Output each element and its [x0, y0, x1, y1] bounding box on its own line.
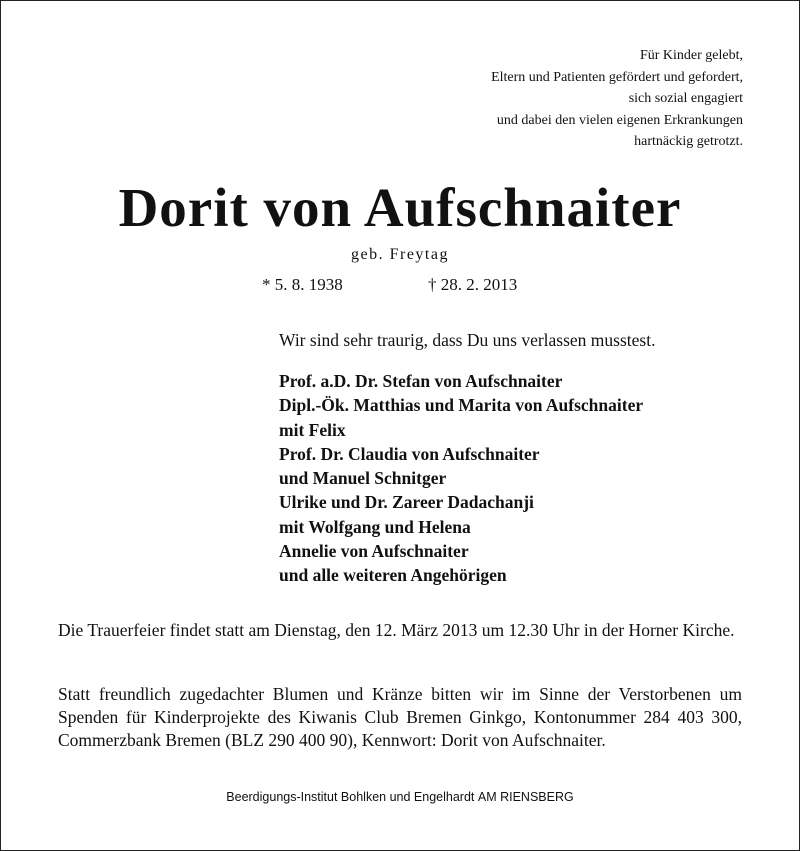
mourner-line: Prof. Dr. Claudia von Aufschnaiter	[279, 443, 540, 464]
epigraph-line: sich sozial engagiert	[628, 91, 743, 106]
epigraph-line: hartnäckig getrotzt.	[634, 134, 743, 149]
deceased-name: Dorit von Aufschnaiter	[118, 177, 682, 238]
mourner-line: mit Felix	[279, 419, 346, 440]
death-date: † 28. 2. 2013	[428, 275, 518, 294]
mourner-line: Ulrike und Dr. Zareer Dadachanji	[279, 492, 534, 513]
born-name: geb. Freytag	[351, 246, 449, 263]
mourners-list	[279, 369, 643, 588]
epigraph	[491, 45, 743, 153]
mourner-line: Dipl.-Ök. Matthias und Marita von Aufschnaiter	[279, 395, 644, 416]
mourner-line: mit Wolfgang und Helena	[279, 516, 471, 537]
funeral-home-location: AM RIENSBERG	[477, 790, 574, 804]
funeral-notice: Die Trauerfeier findet statt am Dienstag, den 12. März 2013 um 12.30 Uhr in der Horner Kirche.	[58, 620, 735, 640]
epigraph-line: und dabei den vielen eigenen Erkrankungen	[496, 112, 743, 128]
donation-notice: Statt freundlich zugedachter Blumen und Kränze bitten wir im Sinne der Verstorbenen um Spenden für Kinderprojekte des Kiwanis Club Bremen Ginkgo, Kontonummer 284 403 300, Commerzbank Bremen (BLZ 290 400 90), Kennwort: Dorit von Aufschnaiter.	[58, 684, 742, 750]
mourner-line: Annelie von Aufschnaiter	[279, 541, 469, 562]
mourner-line: und Manuel Schnitger	[279, 468, 447, 489]
mourner-line: Prof. a.D. Dr. Stefan von Aufschnaiter	[279, 371, 563, 391]
mourner-line: und alle weiteren Angehörigen	[279, 565, 507, 586]
birth-date: * 5. 8. 1938	[262, 275, 343, 294]
mourning-message: Wir sind sehr traurig, dass Du uns verlassen musstest.	[279, 330, 656, 350]
epigraph-line: Für Kinder gelebt,	[639, 48, 743, 63]
funeral-home-name: Beerdigungs-Institut Bohlken und Engelhardt	[226, 790, 475, 804]
funeral-home	[0, 790, 800, 804]
epigraph-line: Eltern und Patienten gefördert und gefordert,	[491, 69, 743, 85]
